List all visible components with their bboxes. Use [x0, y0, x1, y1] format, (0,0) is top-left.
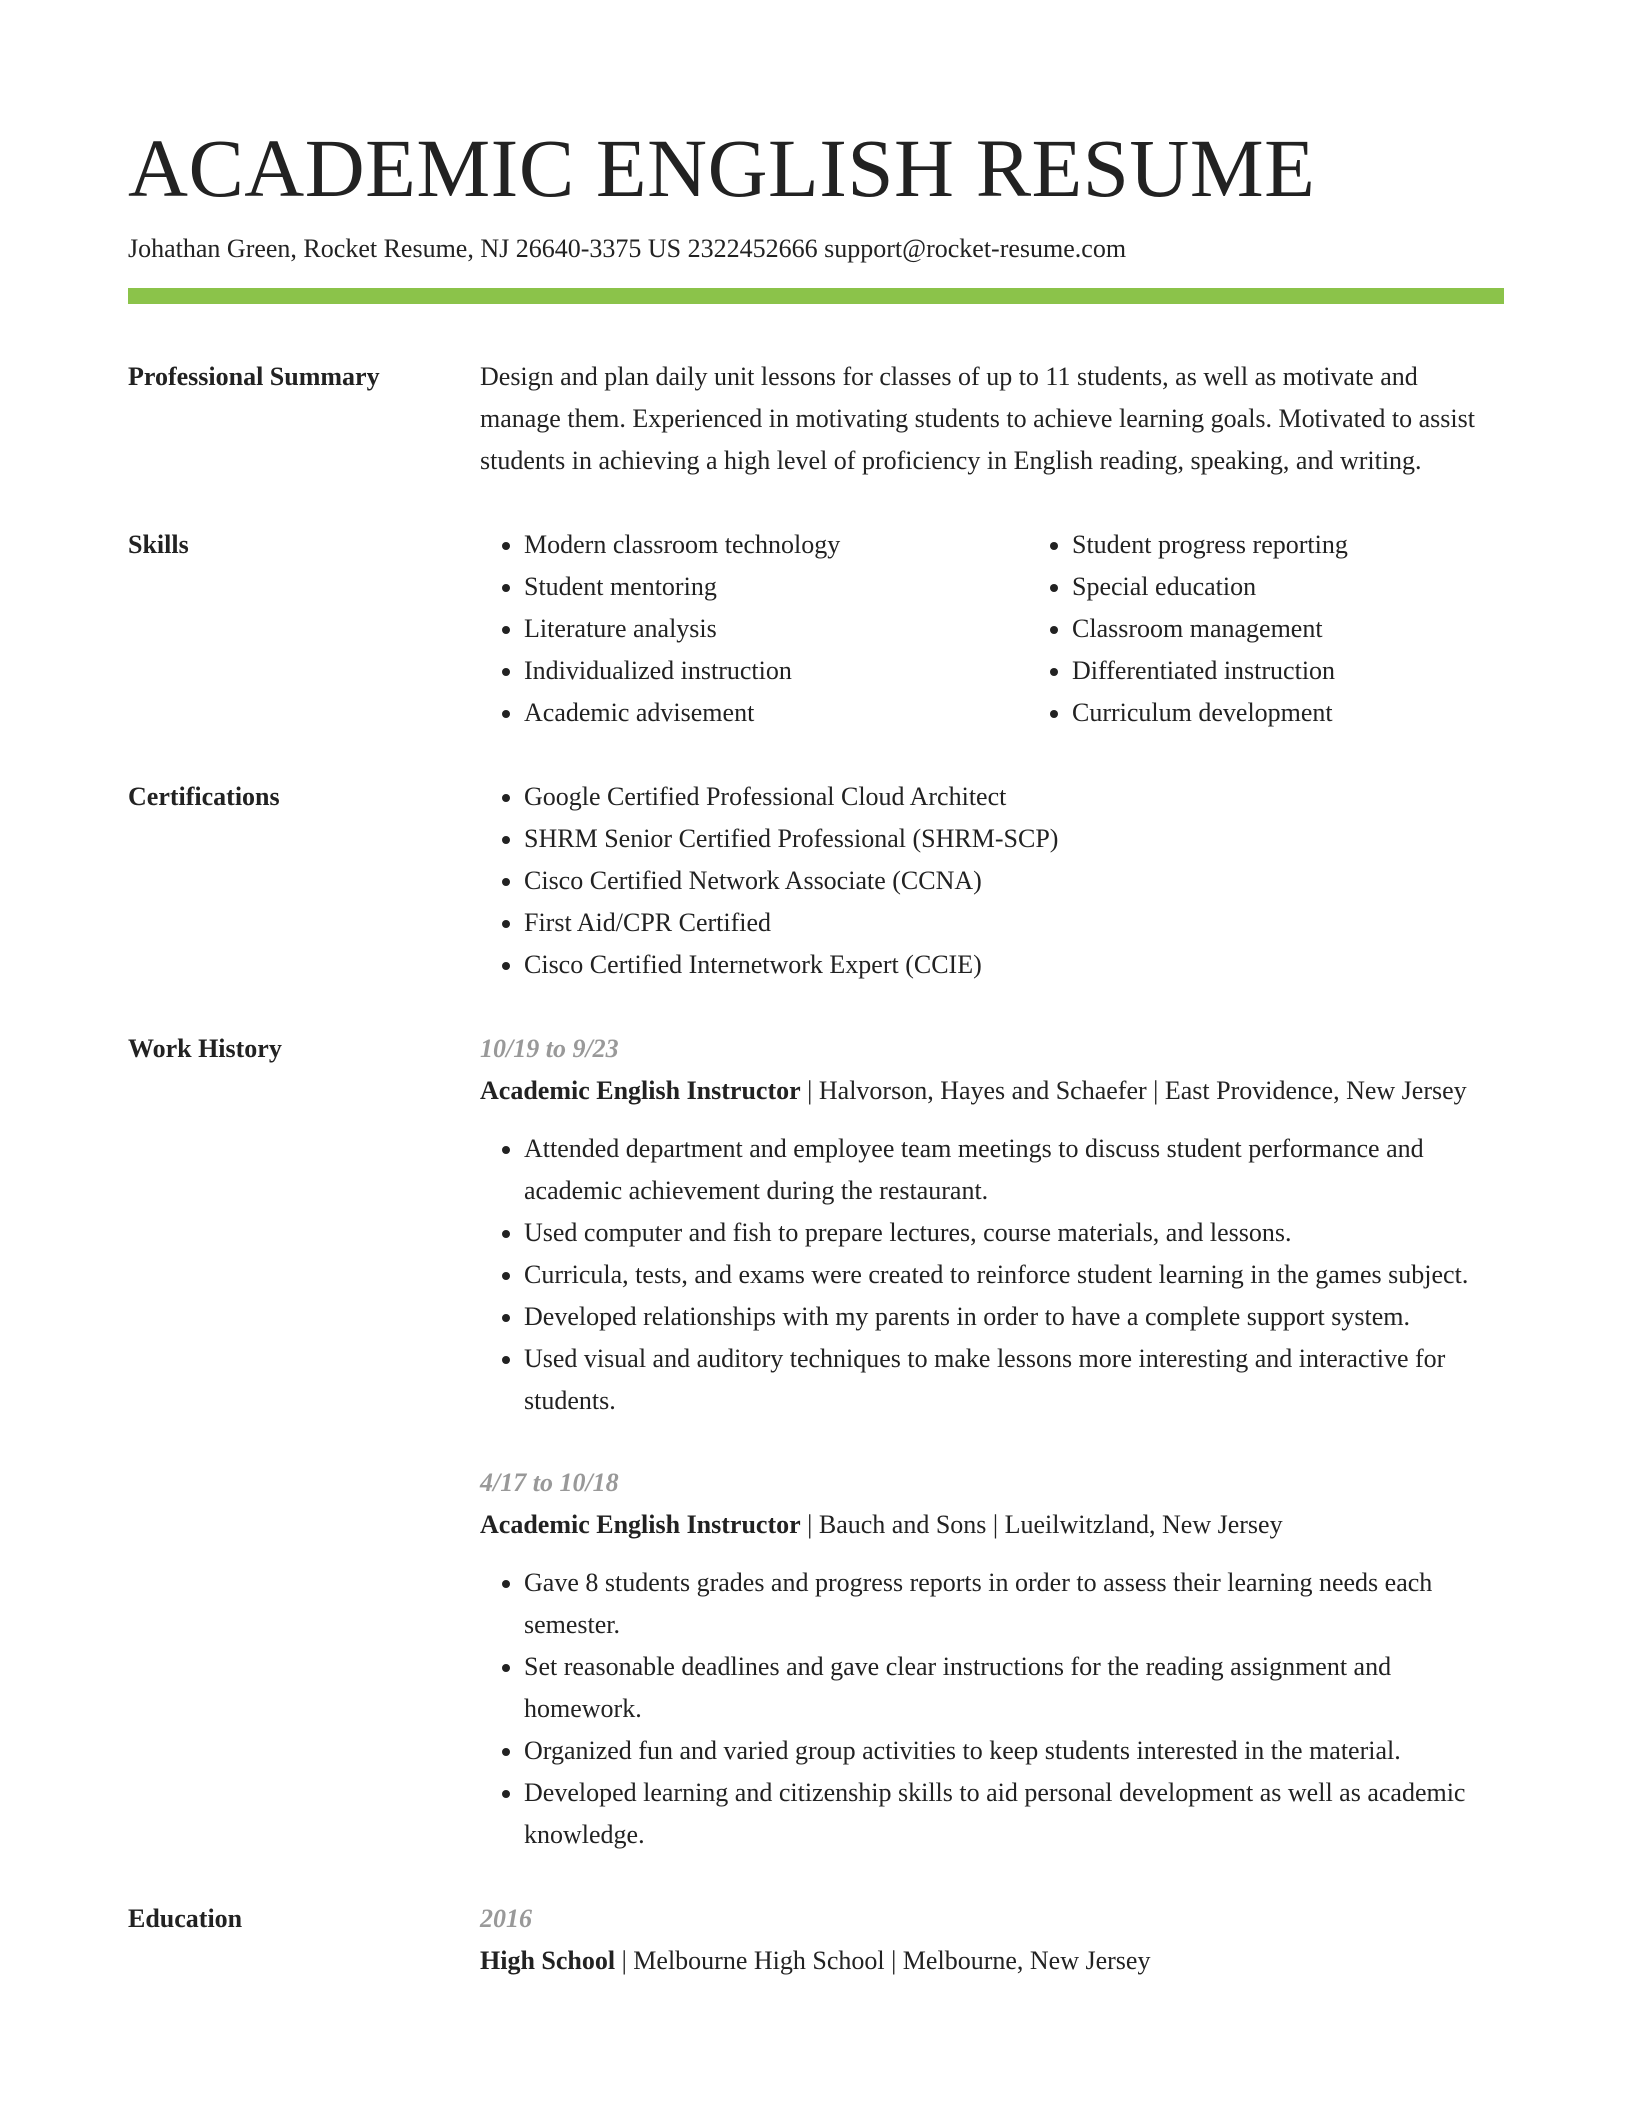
- job-details: | Bauch and Sons | Lueilwitzland, New Jersey: [800, 1510, 1283, 1539]
- education-degree: High School: [480, 1946, 616, 1975]
- certifications-section: [128, 776, 1504, 986]
- skill-item: • Modern classroom technology: [524, 524, 1028, 566]
- skills-list-right: [1028, 524, 1576, 734]
- education-heading: Education: [128, 1904, 243, 1933]
- skills-heading: Skills: [128, 530, 189, 559]
- summary-heading: Professional Summary: [128, 362, 380, 391]
- certification-item: • First Aid/CPR Certified: [524, 902, 1504, 944]
- job-bullet: • Gave 8 students grades and progress reports in order to assess their learning needs each semester.: [524, 1562, 1504, 1646]
- job-bullet: • Set reasonable deadlines and gave clear instructions for the reading assignment and homework.: [524, 1646, 1504, 1730]
- contact-line: Johathan Green, Rocket Resume, NJ 26640-3375 US 2322452666 support@rocket-resume.com: [128, 234, 1127, 263]
- job-bullets: [480, 1128, 1504, 1422]
- education-section: [128, 1898, 1504, 1982]
- resume-title: ACADEMIC ENGLISH RESUME: [128, 122, 1316, 214]
- job-entry: [480, 1462, 1504, 1856]
- work-history-heading: Work History: [128, 1034, 282, 1063]
- education-details: | Melbourne High School | Melbourne, New Jersey: [615, 1946, 1151, 1975]
- job-dates: 10/19 to 9/23: [480, 1034, 619, 1063]
- job-title-line: [480, 1504, 1504, 1546]
- skill-item: • Individualized instruction: [524, 650, 1028, 692]
- job-title-line: [480, 1070, 1504, 1112]
- certifications-heading: Certifications: [128, 782, 280, 811]
- skill-item: • Classroom management: [1072, 608, 1576, 650]
- skills-list-left: [480, 524, 1028, 734]
- skill-item: • Student progress reporting: [1072, 524, 1576, 566]
- certification-item: • Cisco Certified Network Associate (CCNA): [524, 860, 1504, 902]
- job-bullet: • Developed relationships with my parents in order to have a complete support system.: [524, 1296, 1504, 1338]
- resume-page: [128, 0, 1504, 1982]
- job-position: Academic English Instructor: [480, 1076, 801, 1105]
- skill-item: • Academic advisement: [524, 692, 1028, 734]
- job-bullet: • Attended department and employee team meetings to discuss student performance and academic achievement during the restaurant.: [524, 1128, 1504, 1212]
- job-bullet: • Used computer and fish to prepare lectures, course materials, and lessons.: [524, 1212, 1504, 1254]
- work-history-section: [128, 1028, 1504, 1856]
- education-date: 2016: [480, 1904, 532, 1933]
- job-bullet: • Used visual and auditory techniques to make lessons more interesting and interactive for students.: [524, 1338, 1504, 1422]
- job-details: | Halvorson, Hayes and Schaefer | East Providence, New Jersey: [800, 1076, 1467, 1105]
- accent-divider: [128, 288, 1504, 304]
- skill-item: • Student mentoring: [524, 566, 1028, 608]
- job-bullet: • Organized fun and varied group activities to keep students interested in the material.: [524, 1730, 1504, 1772]
- job-bullet: • Developed learning and citizenship skills to aid personal development as well as academic knowledge.: [524, 1772, 1504, 1856]
- job-entry: [480, 1028, 1504, 1422]
- skills-section: [128, 524, 1504, 734]
- education-line: [480, 1940, 1504, 1982]
- skill-item: • Differentiated instruction: [1072, 650, 1576, 692]
- skill-item: • Special education: [1072, 566, 1576, 608]
- skill-item: • Curriculum development: [1072, 692, 1576, 734]
- skill-item: • Literature analysis: [524, 608, 1028, 650]
- certification-item: • Cisco Certified Internetwork Expert (CCIE): [524, 944, 1504, 986]
- certification-item: • Google Certified Professional Cloud Architect: [524, 776, 1504, 818]
- job-position: Academic English Instructor: [480, 1510, 801, 1539]
- job-dates: 4/17 to 10/18: [480, 1468, 619, 1497]
- job-bullet: • Curricula, tests, and exams were created to reinforce student learning in the games subject.: [524, 1254, 1504, 1296]
- certifications-list: [480, 776, 1504, 986]
- summary-text: Design and plan daily unit lessons for classes of up to 11 students, as well as motivate and manage them. Experienced in motivating students to achieve learning goals. Motivated to assist students in achieving a high level of proficiency in English reading, speaking, and writing.: [480, 362, 1475, 475]
- job-bullets: [480, 1562, 1504, 1856]
- certification-item: • SHRM Senior Certified Professional (SHRM-SCP): [524, 818, 1504, 860]
- summary-section: [128, 356, 1504, 482]
